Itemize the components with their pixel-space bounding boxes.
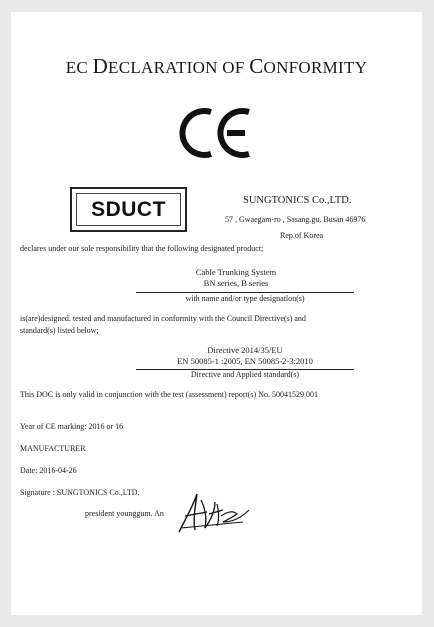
- signer-name: president younggum. An: [85, 509, 164, 518]
- document-date: Date: 2016-04-26: [20, 466, 77, 475]
- handwritten-signature: [171, 486, 251, 538]
- manufacturer-label: MANUFACTURER: [20, 444, 86, 453]
- logo-text: SDUCT: [91, 197, 166, 221]
- title-word-conformity: ONFORMITY: [263, 58, 368, 77]
- directive-caption: Directive and Applied standard(s): [190, 370, 300, 379]
- directive-standards: EN 50085-1 :2005, EN 50085-2-3:2010: [177, 356, 313, 366]
- company-address: 57 , Gwaegam-ro , Sasang.gu. Busan 46976: [225, 215, 366, 224]
- product-caption: with name and/or type designatlon(s): [185, 294, 305, 303]
- validity-statement: This DOC is only valid in conjunction with the test (assessment) report(s) No. 50041529 001: [20, 390, 318, 399]
- ce-mark-icon: [177, 102, 257, 164]
- conformity-line-1: is(are)designed. tested and manufactured in conformity with the Council Directive(s) and: [20, 314, 306, 323]
- product-underline: [136, 292, 354, 293]
- product-series: BN series, B series: [203, 278, 269, 288]
- document-page: [11, 12, 422, 615]
- document-title: [11, 54, 422, 79]
- company-country: Rep.of Korea: [280, 231, 324, 240]
- title-word-ec: EC: [65, 58, 93, 77]
- company-name: SUNGTONICS Co.,LTD.: [243, 195, 352, 206]
- signature-line: Signature : SUNGTONICS Co.,LTD.: [20, 488, 140, 497]
- ce-marking-year: Year of CE marking: 2016 or 16: [20, 422, 124, 431]
- conformity-line-2: standard(s) listed below;: [20, 326, 99, 335]
- title-initial-c: C: [249, 54, 264, 78]
- declaration-intro: declares under our sole responsibility that the following designated product;: [20, 244, 264, 253]
- product-name: Cable Trunking System: [195, 267, 277, 277]
- directive-name: Directive 2014/35/EU: [207, 345, 283, 355]
- company-logo: [70, 187, 187, 232]
- ce-mark: [11, 102, 422, 164]
- title-word-declaration-of: ECLARATION OF: [108, 58, 250, 77]
- title-initial-d: D: [92, 54, 109, 78]
